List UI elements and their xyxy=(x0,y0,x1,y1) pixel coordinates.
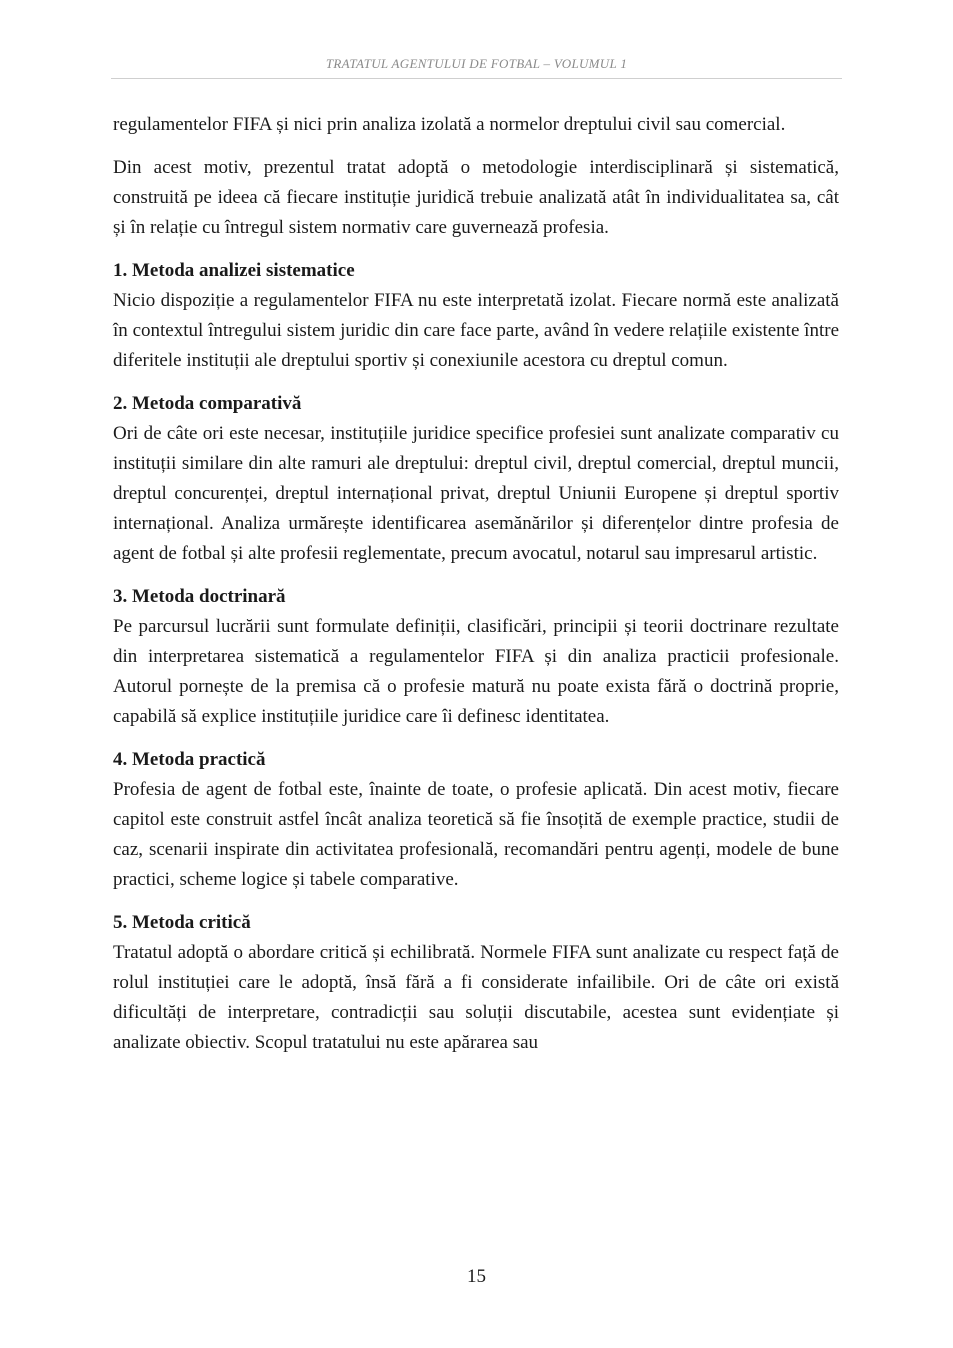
section-heading-systematic: 1. Metoda analizei sistematice xyxy=(113,260,355,281)
section-heading-comparative: 2. Metoda comparativă xyxy=(113,393,302,414)
paragraph-continuation: regulamentelor FIFA și nici prin analiza izolată a normelor dreptului civil sau comercial. xyxy=(113,114,786,135)
header-divider xyxy=(111,78,842,79)
page-number: 15 xyxy=(467,1266,486,1287)
section-text-comparative: Ori de câte ori este necesar, instituțiile juridice specifice profesiei sunt analizate comparativ cu instituții similare din alte ramuri ale dreptului: dreptul civil, dreptul comercial, dreptul muncii, dreptul concurenței, dreptul internațional privat, dreptul Uniunii Europene și dreptul sportiv internațional. Analiza urmărește identificarea asemănărilor și diferențelor dintre profesia de agent de fotbal și alte profesii reglementate, precum avocatul, notarul sau impresarul artistic. xyxy=(113,423,839,564)
section-heading-critical: 5. Metoda critică xyxy=(113,912,251,933)
section-text-doctrinal: Pe parcursul lucrării sunt formulate definiții, clasificări, principii și teorii doctrinare rezultate din interpretarea sistematică a regulamentelor FIFA și din analiza practicii profesionale. Autorul pornește de la premisa că o profesie matură nu poate exista fără o doctrină proprie, capabilă să explice instituțiile juridice care îi definesc identitatea. xyxy=(113,616,839,727)
section-heading-doctrinal: 3. Metoda doctrinară xyxy=(113,586,286,607)
section-heading-practical: 4. Metoda practică xyxy=(113,749,266,770)
page-body xyxy=(113,110,839,1071)
section-text-critical: Tratatul adoptă o abordare critică și echilibrată. Normele FIFA sunt analizate cu respect față de rolul instituției care le adoptă, însă fără a fi considerate infailibile. Ori de câte ori există dificultăți de interpretare, contradicții sau soluții discutabile, acestea sunt evidențiate și analizate obiectiv. Scopul tratatului nu este apărarea sau xyxy=(113,942,839,1053)
paragraph-methodology-intro: Din acest motiv, prezentul tratat adoptă o metodologie interdisciplinară și sistematică, construită pe ideea că fiecare instituție juridică trebuie analizată atât în individualitatea sa, cât și în relație cu întregul sistem normativ care guvernează profesia. xyxy=(113,157,839,238)
section-text-practical: Profesia de agent de fotbal este, înainte de toate, o profesie aplicată. Din acest motiv, fiecare capitol este construit astfel încât analiza teoretică să fie însoțită de exemple practice, studii de caz, scenarii inspirate din activitatea profesională, recomandări pentru agenți, modele de bune practici, scheme logice și tabele comparative. xyxy=(113,779,839,890)
running-header: TRATATUL AGENTULUI DE FOTBAL – VOLUMUL 1 xyxy=(325,56,628,71)
section-text-systematic: Nicio dispoziție a regulamentelor FIFA nu este interpretată izolat. Fiecare normă este analizată în contextul întregului sistem juridic din care face parte, având în vedere relațiile existente între diferitele instituții ale dreptului sportiv și conexiunile acestora cu dreptul comun. xyxy=(113,290,839,371)
